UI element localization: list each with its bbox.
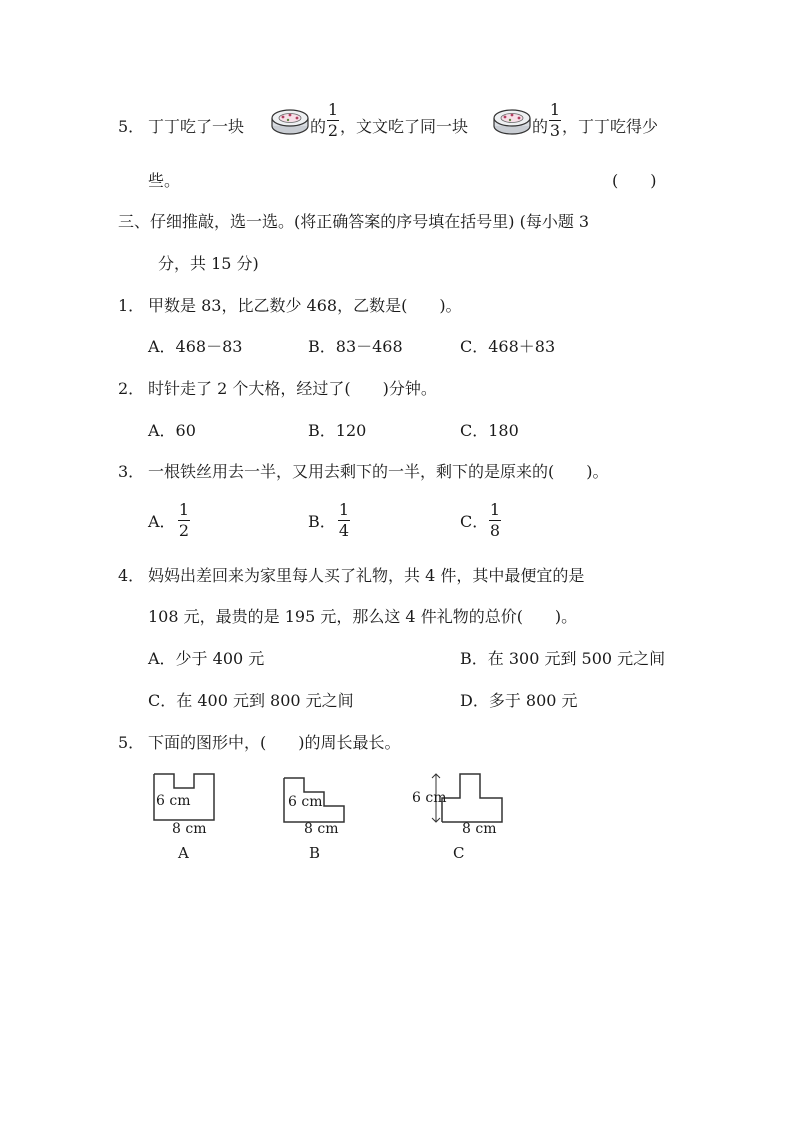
question-text: 时针走了 2 个大格，经过了( )分钟。	[148, 379, 437, 398]
figure-a-name: A	[178, 844, 189, 862]
question-text: 甲数是 83，比乙数少 468，乙数是( )。	[148, 296, 462, 315]
tf-question-number: 5．	[118, 117, 145, 136]
question-text-line2: 108 元，最贵的是 195 元，那么这 4 件礼物的总价( )。	[148, 607, 578, 626]
section-heading-line2: 分，共 15 分)	[158, 254, 259, 273]
option-b[interactable]: B．在 300 元到 500 元之间	[460, 649, 666, 668]
option-c[interactable]: C．在 400 元到 800 元之间	[148, 691, 354, 710]
option-a-fraction[interactable]	[177, 501, 191, 540]
tf-question-de2: 的	[532, 117, 549, 136]
figure-c-name: C	[453, 844, 465, 862]
cake-icon	[270, 106, 310, 136]
cake-icon	[492, 106, 532, 136]
tf-question-text-part1: 丁丁吃了一块	[148, 117, 245, 136]
figure-b-width-label: 8 cm	[304, 821, 339, 837]
tf-question-text-part2: ，文文吃了同一块	[340, 117, 469, 136]
option-c[interactable]: C．180	[460, 421, 519, 440]
fraction-denominator: 2	[178, 521, 190, 540]
fraction-denominator: 8	[489, 521, 501, 540]
question-number: 2．	[118, 379, 145, 398]
question-text: 一根铁丝用去一半，又用去剩下的一半，剩下的是原来的( )。	[148, 462, 609, 481]
question-number: 3．	[118, 462, 145, 481]
question-text: 下面的图形中，( )的周长最长。	[148, 733, 401, 752]
answer-bracket[interactable]: ( )	[612, 171, 657, 190]
question-number: 5．	[118, 733, 145, 752]
option-d[interactable]: D．多于 800 元	[460, 691, 578, 710]
fraction-numerator: 1	[489, 500, 501, 519]
option-c-label[interactable]: C．	[460, 512, 489, 531]
tf-question-de1: 的	[310, 117, 327, 136]
tf-question-text-part3: ，丁丁吃得少	[562, 117, 659, 136]
figure-c-height-label: 6 cm	[412, 790, 447, 806]
option-c-fraction[interactable]	[488, 501, 502, 540]
fraction-denominator: 4	[338, 521, 350, 540]
fraction-denominator: 3	[549, 121, 561, 140]
option-a[interactable]: A．60	[148, 421, 196, 440]
option-b[interactable]: B．120	[308, 421, 367, 440]
fraction-numerator: 1	[327, 100, 339, 119]
figure-a-width-label: 8 cm	[172, 821, 207, 837]
option-a[interactable]: A．少于 400 元	[148, 649, 265, 668]
fraction-one-third	[548, 101, 562, 140]
option-b-fraction[interactable]	[337, 501, 351, 540]
option-b-label[interactable]: B．	[308, 512, 336, 531]
figure-c-width-label: 8 cm	[462, 821, 497, 837]
fraction-denominator: 2	[327, 121, 339, 140]
option-b[interactable]: B．83－468	[308, 337, 403, 356]
option-a-label[interactable]: A．	[148, 512, 176, 531]
fraction-numerator: 1	[549, 100, 561, 119]
fraction-numerator: 1	[338, 500, 350, 519]
fraction-one-half	[326, 101, 340, 140]
figure-a-height-label: 6 cm	[156, 793, 191, 809]
figure-b-height-label: 6 cm	[288, 794, 323, 810]
fraction-numerator: 1	[178, 500, 190, 519]
question-text: 妈妈出差回来为家里每人买了礼物，共 4 件，其中最便宜的是	[148, 566, 585, 585]
tf-question-text-line2: 些。	[148, 171, 181, 190]
figure-b-name: B	[309, 844, 321, 862]
option-c[interactable]: C．468＋83	[460, 337, 556, 356]
question-number: 4．	[118, 566, 145, 585]
question-number: 1．	[118, 296, 145, 315]
option-a[interactable]: A．468－83	[148, 337, 243, 356]
section-heading: 三、仔细推敲，选一选。(将正确答案的序号填在括号里) (每小题 3	[118, 212, 590, 231]
